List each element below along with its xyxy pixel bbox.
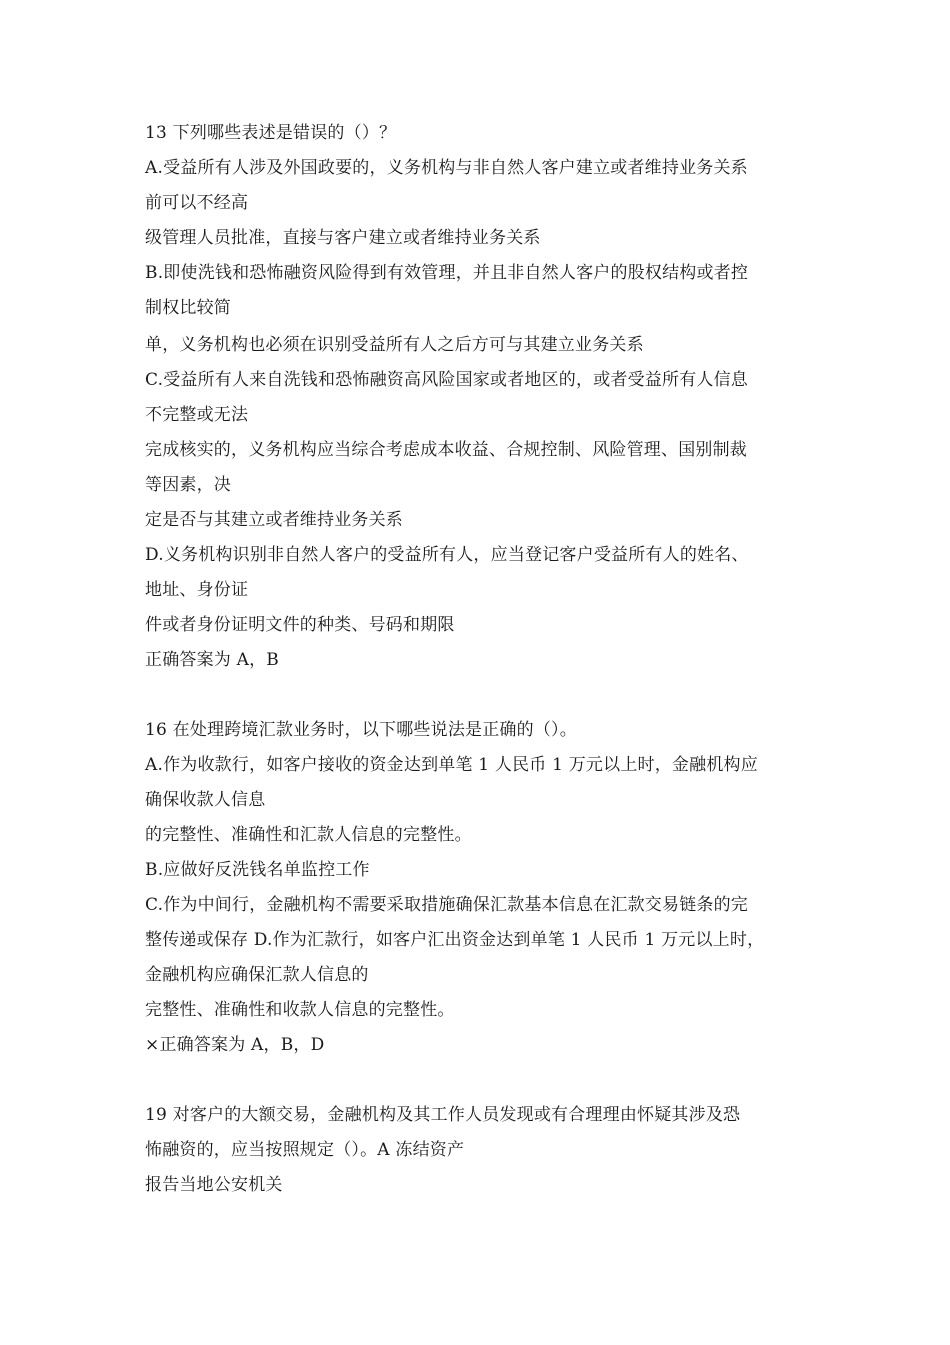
question-13-option-c-cont: 等因素，决 (145, 475, 231, 495)
question-16-title: 16 在处理跨境汇款业务时，以下哪些说法是正确的（）。 (145, 720, 577, 740)
question-16-answer: ×正确答案为 A，B，D (145, 1035, 325, 1055)
question-13-option-d-cont: 地址、身份证 (145, 580, 249, 600)
question-16-option-c: C.作为中间行，金融机构不需要采取措施确保汇款基本信息在汇款交易链条的完 (145, 895, 749, 915)
question-13-option-d-cont: 件或者身份证明文件的种类、号码和期限 (145, 615, 455, 635)
question-19-option: 报告当地公安机关 (145, 1175, 283, 1195)
question-13-option-a: A.受益所有人涉及外国政要的，义务机构与非自然人客户建立或者维持业务关系 (145, 158, 748, 178)
question-13-option-b-cont: 单，义务机构也必须在识别受益所有人之后方可与其建立业务关系 (145, 335, 644, 355)
question-13-option-b: B.即使洗钱和恐怖融资风险得到有效管理，并且非自然人客户的股权结构或者控 (145, 263, 749, 283)
question-16-option-d-cont: 完整性、准确性和收款人信息的完整性。 (145, 1000, 455, 1020)
question-16-option-d-cont: 金融机构应确保汇款人信息的 (145, 965, 369, 985)
question-19-title-cont: 怖融资的，应当按照规定（）。A 冻结资产 (145, 1140, 465, 1160)
question-16-option-a-cont: 确保收款人信息 (145, 790, 266, 810)
question-16-option-a-cont: 的完整性、准确性和汇款人信息的完整性。 (145, 825, 472, 845)
question-16-option-b: B.应做好反洗钱名单监控工作 (145, 860, 370, 880)
question-13-title: 13 下列哪些表述是错误的（）？ (145, 123, 397, 143)
question-13-option-c-cont: 不完整或无法 (145, 405, 249, 425)
question-16-option-c-d: 整传递或保存 D.作为汇款行，如客户汇出资金达到单笔 1 人民币 1 万元以上时， (145, 930, 765, 950)
question-13-option-b-cont: 制权比较简 (145, 298, 231, 318)
question-16-option-a: A.作为收款行，如客户接收的资金达到单笔 1 人民币 1 万元以上时，金融机构应 (145, 755, 758, 775)
question-13-answer: 正确答案为 A，B (145, 650, 279, 670)
question-13-option-c-cont: 定是否与其建立或者维持业务关系 (145, 510, 403, 530)
question-19-title: 19 对客户的大额交易，金融机构及其工作人员发现或有合理理由怀疑其涉及恐 (145, 1105, 741, 1125)
question-13-option-c: C.受益所有人来自洗钱和恐怖融资高风险国家或者地区的，或者受益所有人信息 (145, 370, 749, 390)
question-13-option-d: D.义务机构识别非自然人客户的受益所有人，应当登记客户受益所有人的姓名、 (145, 545, 749, 565)
question-13-option-a-cont: 前可以不经高 (145, 193, 249, 213)
question-13-option-c-cont: 完成核实的，义务机构应当综合考虑成本收益、合规控制、风险管理、国别制裁 (145, 440, 747, 460)
question-13-option-a-cont: 级管理人员批准，直接与客户建立或者维持业务关系 (145, 228, 541, 248)
